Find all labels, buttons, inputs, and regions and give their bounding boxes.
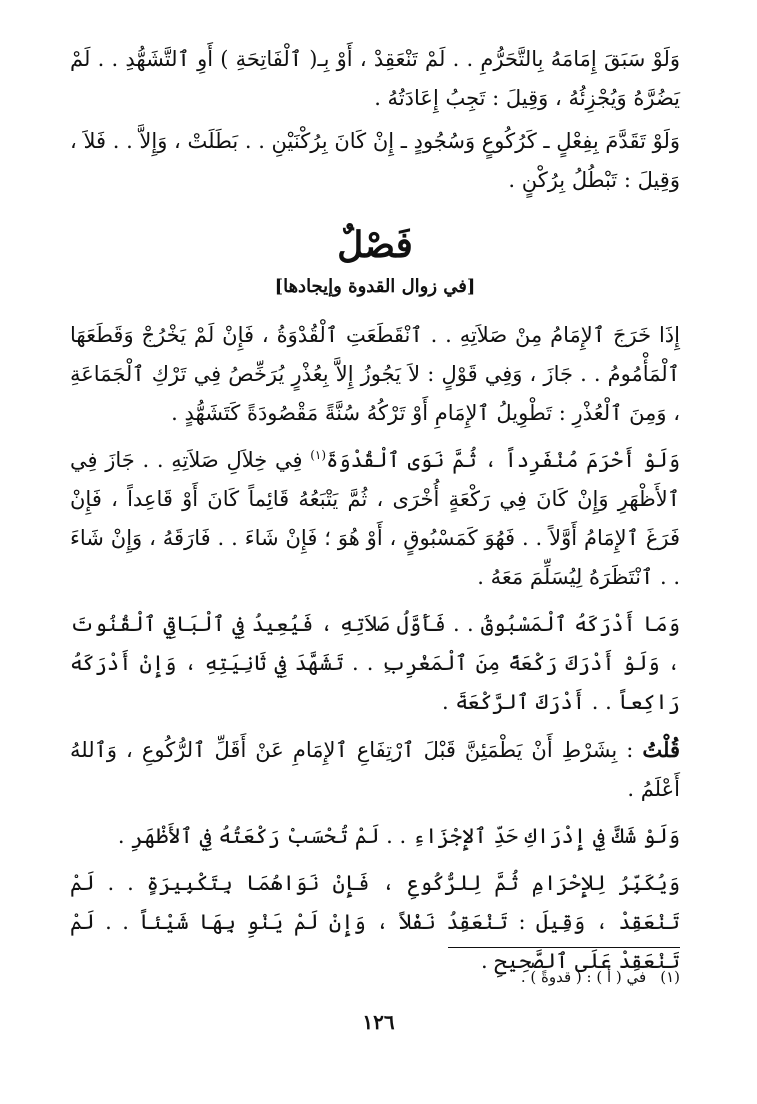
paragraph-munfarid-after: فِي خِلاَلِ صَلاَتِهِ . . جَازَ فِي ٱلأَظْهَرِ وَإِنْ كَانَ فِي رَكْعَةٍ أُخْرَى ، ثُمَّ يَتْبَعُهُ قَائِماً كَانَ أَوْ قَاعِداً ، فَإِنْ فَرَغَ ٱلإِمَامُ أَوَّلاً . . فَهُوَ كَمَسْبُوقٍ ، أَوْ هُوَ ؛ فَإِنْ شَاءَ . . فَارَقَهُ ، وَإِنْ شَاءَ . . ٱنْتَظَرَهُ لِيُسَلِّمَ مَعَهُ . [70,448,680,589]
paragraph-qudwa-end: إِذَا خَرَجَ ٱلإِمَامُ مِنْ صَلاَتِهِ . . ٱنْقَطَعَتِ ٱلْقُدْوَةُ ، فَإِنْ لَمْ يَخْرُجْ وَقَطَعَهَا ٱلْمَأْمُومُ . . جَازَ ، وَفِي قَوْلٍ : لاَ يَجُوزُ إِلاَّ بِعُذْرٍ يُرَخِّصُ فِي تَرْكِ ٱلْجَمَاعَةِ ، وَمِنَ ٱلْعُذْرِ : تَطْوِيلُ ٱلإِمَامِ أَوْ تَرْكُهُ سُنَّةً مَقْصُودَةً كَتَشَهُّدٍ . [70,323,680,425]
paragraph-tashahhud: وَلَوْ سَبَقَ إِمَامَهُ بِالتَّحَرُّمِ . . لَمْ تَنْعَقِدْ ، أَوْ بِـ( ٱلْفَاتِحَةِ ) أَوِ ٱلتَّشَهُّدِ . . لَمْ يَضُرَّهُ وَيُجْزِئُهُ ، وَقِيلَ : تَجِبُ إِعَادَتُهُ . [70,47,680,110]
qultu-text: : بِشَرْطِ أَنْ يَطْمَئِنَّ قَبْلَ ٱرْتِفَاعِ ٱلإِمَامِ عَنْ أَقَلِّ ٱلرُّكُوعِ ، وَٱللهُ أَعْلَمُ . [70,738,680,801]
paragraph-munfarid-before: وَلَوْ أَحْرَمَ مُنْفَرِداً ، ثُمَّ نَوَى ٱلْقُدْوَةَ [326,448,680,472]
footnote-marker: (١) [310,448,327,462]
footnote-number: (١) [660,968,680,986]
footnote-divider [448,947,680,948]
paragraph-shakk: وَلَوْ شَكَّ فِي إِدْرَاكِ حَدِّ ٱلإِجْزَاءِ . . لَمْ تُحْسَبْ رَكْعَتُهُ فِي ٱلأَظْهَرِ . [117,824,680,848]
section-heading [70,222,680,268]
paragraph-takbir: وَيُكَبِّرُ لِلإِحْرَامِ ثُمَّ لِلرُّكُوعِ ، فَإِنْ نَوَاهُمَا بِتَكْبِيرَةٍ . . لَمْ تَنْعَقِدْ ، وَقِيلَ : تَنْعَقِدُ نَفْلاً ، وَإِنْ لَمْ يَنْوِ بِهَا شَيْئاً . . لَمْ تَنْعَقِدْ عَلَى ٱلصَّحِيحِ . [70,871,680,973]
paragraph-qultu [70,730,680,809]
footnote-text: في ( أ ) : ( قدوةً ) . [520,968,647,986]
page-body [70,40,680,989]
page-number: ١٢٦ [362,1010,395,1034]
paragraph-taqaddum: وَلَوْ تَقَدَّمَ بِفِعْلٍ ـ كَرُكُوعٍ وَسُجُودٍ ـ إِنْ كَانَ بِرُكْنَيْنِ . . بَطَلَتْ ، وَإِلاَّ . . فَلاَ ، وَقِيلَ : تَبْطُلُ بِرُكْنٍ . [70,129,680,192]
qultu-term: قُلْتُ [642,737,680,762]
fasl-heading: فَصْلٌ [337,224,413,266]
paragraph-masbuq: وَمَا أَدْرَكَهُ ٱلْمَسْبُوقُ . . فَأَوَّلُ صَلاَتِهِ ، فَيُعِيدُ فِي ٱلْبَاقِي ٱلْقُنُوتَ ، وَلَوْ أَدْرَكَ رَكْعَةً مِنَ ٱلْمَغْرِبِ . . تَشَهَّدَ فِي ثَانِيَتِهِ ، وَإِنْ أَدْرَكَهُ رَاكِعاً . . أَدْرَكَ ٱلرَّكْعَةَ . [70,612,680,714]
paragraph-munfarid [70,441,680,597]
section-subtitle: [في زوال القدوة وإيجادها] [274,276,476,297]
footnote [521,965,680,989]
